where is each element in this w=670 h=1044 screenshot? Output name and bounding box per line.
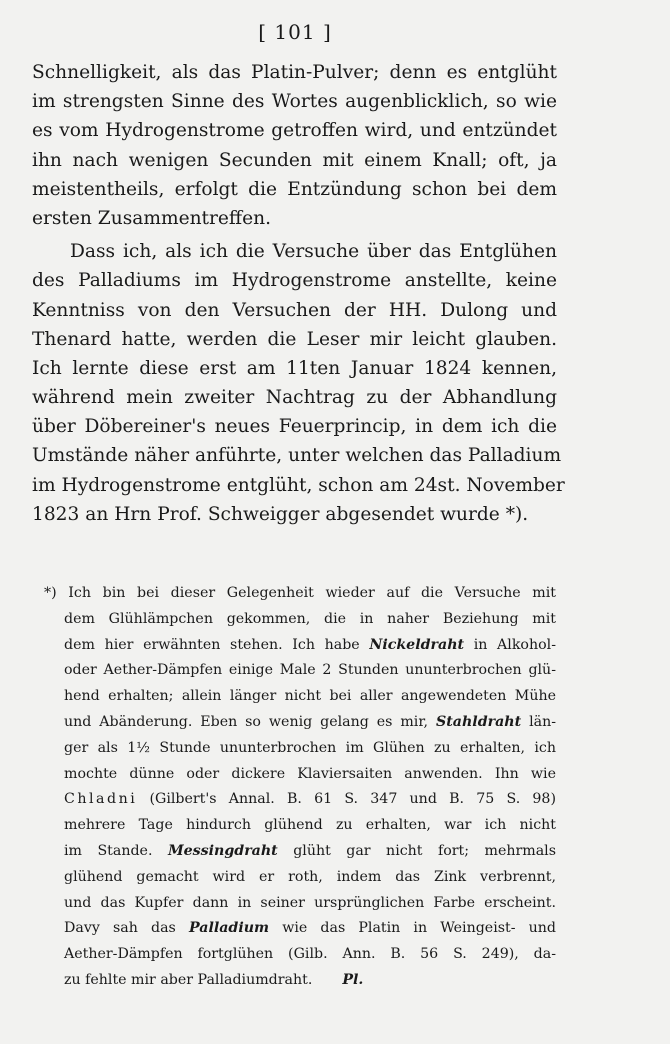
text-line: ersten Zusammentreffen. — [32, 207, 272, 229]
name-chladni: Chladni — [64, 791, 138, 808]
footnote-line — [44, 787, 556, 813]
text-line: Dass ich, als ich die Versuche über das Entglühen — [70, 241, 557, 263]
text-line: des Palladiums im Hydrogenstrome anstellte, keine — [32, 270, 557, 292]
footnote-line: *) Ich bin bei dieser Gelegenheit wieder auf die Versuche mit — [44, 585, 556, 601]
main-text — [32, 58, 565, 529]
text-line: Kenntniss von den Versuchen der HH. Dulong und — [32, 299, 557, 321]
footnote-line: dem Glühlämpchen gekommen, die in naher Beziehung mit — [64, 610, 556, 627]
author-signature: Pl. — [342, 971, 364, 988]
emphasis-messingdraht: Messingdraht — [167, 842, 278, 859]
footnote-line: ger als 1½ Stunde ununterbrochen im Glühen zu erhalten, ich — [64, 739, 556, 756]
text-line: im Hydrogenstrome entglüht, schon am 24st. November — [32, 474, 565, 496]
paragraph-2 — [32, 237, 565, 529]
footnote-line: Aether-Dämpfen fortglühen (Gilb. Ann. B. 56 S. 249), da- — [64, 946, 556, 963]
text-line: während mein zweiter Nachtrag zu der Abhandlung — [32, 387, 557, 409]
footnote-line: mehrere Tage hindurch glühend zu erhalten, war ich nicht — [64, 817, 556, 834]
text-line: es vom Hydrogenstrome getroffen wird, und entzündet — [32, 120, 557, 142]
text-line: Thenard hatte, werden die Leser mir leicht glauben. — [32, 328, 557, 350]
footnote-text: Davy sah das — [64, 920, 189, 937]
text-line: ihn nach wenigen Secunden mit einem Knall; oft, ja — [32, 149, 557, 171]
footnote-text: in Alkohol- — [464, 636, 556, 653]
emphasis-palladium: Palladium — [188, 920, 270, 937]
footnote-line — [44, 839, 556, 865]
text-line: im strengsten Sinne des Wortes augenblicklich, so wie — [32, 91, 557, 113]
footnote-text: dem hier erwähnten stehen. Ich habe — [64, 636, 370, 653]
emphasis-stahldraht: Stahldraht — [436, 713, 522, 730]
footnote-line — [44, 710, 556, 736]
footnote-text: glüht gar nicht fort; mehrmals — [277, 842, 557, 859]
text-line: meistentheils, erfolgt die Entzündung schon bei dem — [32, 178, 557, 200]
page-number: [ 101 ] — [258, 20, 332, 44]
text-line: Ich lernte diese erst am 11ten Januar 1824 kennen, — [32, 357, 557, 379]
footnote-line: und das Kupfer dann in seiner ursprünglichen Farbe erscheint. — [64, 894, 556, 911]
footnote-line: mochte dünne oder dickere Klaviersaiten anwenden. Ihn wie — [64, 765, 556, 782]
footnote-line — [44, 968, 556, 994]
footnote-line — [44, 633, 556, 659]
text-line: Umstände näher anführte, unter welchen das Palladium — [32, 445, 562, 467]
footnote-line: hend erhalten; allein länger nicht bei aller angewendeten Mühe — [64, 688, 556, 705]
text-line: 1823 an Hrn Prof. Schweigger abgesendet wurde *). — [32, 503, 529, 525]
footnote — [44, 581, 556, 994]
footnote-text: und Abänderung. Eben so wenig gelang es mir, — [64, 713, 436, 730]
text-line: Schnelligkeit, als das Platin-Pulver; denn es entglüht — [32, 62, 557, 83]
text-line: über Döbereiner's neues Feuerprincip, in dem ich die — [32, 416, 557, 438]
footnote-line — [44, 916, 556, 942]
footnote-line: oder Aether-Dämpfen einige Male 2 Stunden ununterbrochen glü- — [64, 662, 556, 679]
footnote-line: glühend gemacht wird er roth, indem das Zink verbrennt, — [64, 868, 556, 885]
paragraph-1 — [32, 58, 557, 233]
footnote-text: zu fehlte mir aber Palladiumdraht. — [64, 971, 313, 988]
footnote-text: im Stande. — [64, 842, 168, 859]
footnote-text: wie das Platin in Weingeist- und — [269, 920, 556, 937]
footnote-text: (Gilbert's Annal. B. 61 S. 347 und B. 75 S. 98) — [137, 791, 556, 808]
footnote-text: län- — [521, 713, 557, 730]
emphasis-nickeldraht: Nickeldraht — [369, 636, 465, 653]
